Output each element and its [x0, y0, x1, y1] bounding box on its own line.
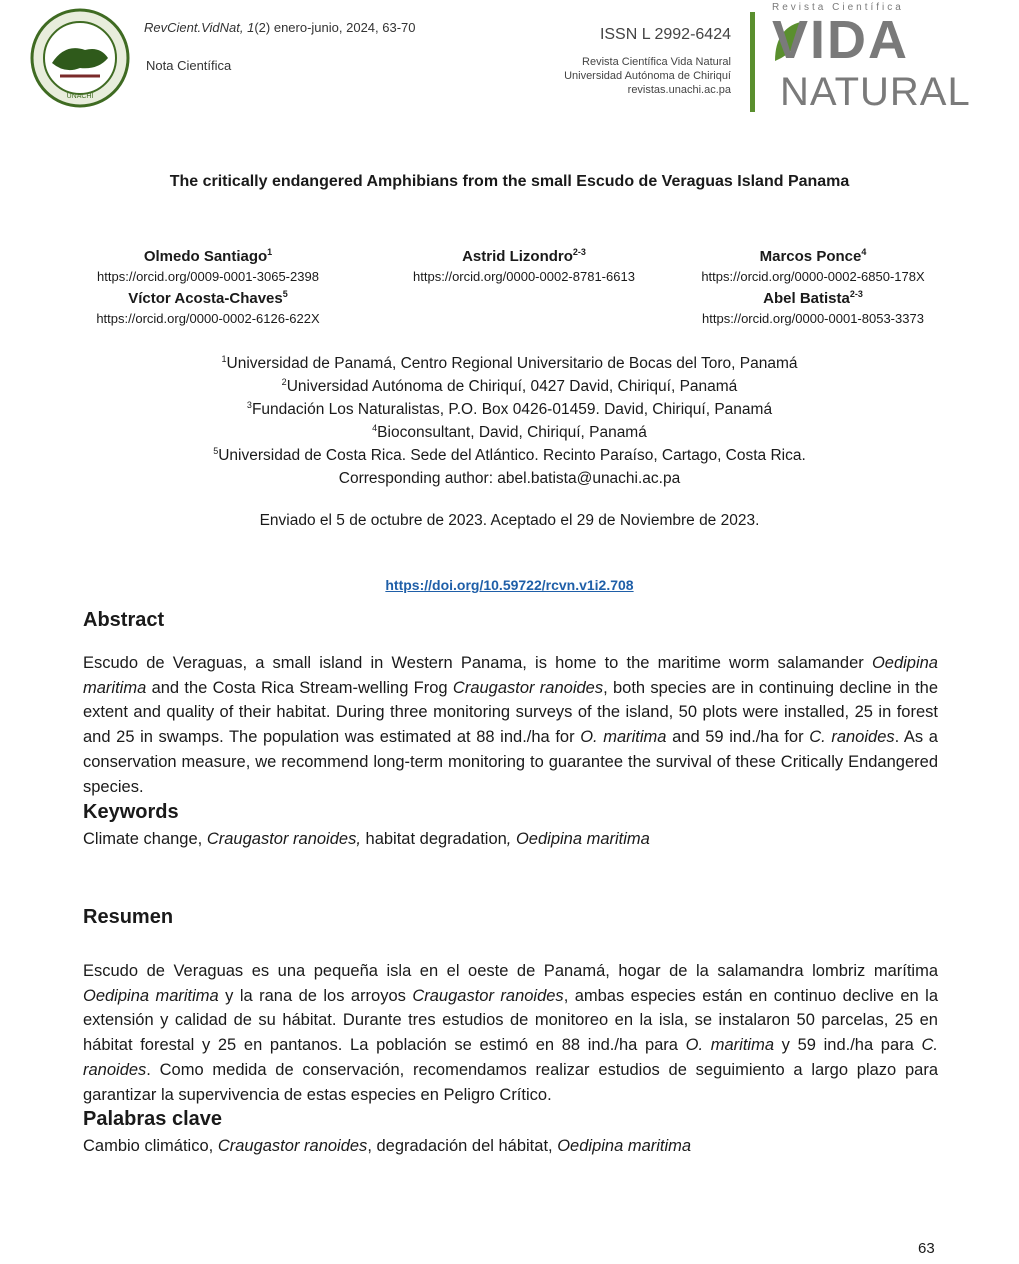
university-name: Universidad Autónoma de Chiriquí — [564, 70, 731, 82]
affiliations — [0, 352, 1019, 490]
orcid-link[interactable]: https://orcid.org/0000-0001-8053-3373 — [702, 311, 924, 326]
orcid-link[interactable]: https://orcid.org/0000-0002-8781-6613 — [413, 269, 635, 284]
corresponding-author: Corresponding author: abel.batista@unachi.ac.pa — [338, 470, 681, 487]
resumen-text: Escudo de Veraguas es una pequeña isla en el oeste de Panamá, hogar de la salamandra lombriz marítima Oedipina maritima y la rana de los arroyos Craugastor ranoides, ambas especies están en continuo declive en la extensión y calidad de su hábitat. Durante tres estudios de monitoreo en la isla, se instalaron 50 parcelas, 25 en hábitat forestal y 25 en pantanos. La población se estimó en 88 ind./ha para O. maritima y 59 ind./ha para C. ranoides. Como medida de conservación, recomendamos realizar estudios de seguimiento a largo plazo para garantizar la supervivencia de estas especies en Peligro Crítico. — [83, 962, 938, 1104]
orcid-link[interactable]: https://orcid.org/0000-0002-6850-178X — [701, 269, 925, 284]
orcid-link[interactable]: https://orcid.org/0000-0002-6126-622X — [96, 311, 320, 326]
logo-divider — [750, 12, 755, 112]
author-1: Olmedo Santiago$^1$ https://orcid.org/0009-0001-3065-2398 — [83, 248, 333, 284]
submission-dates: Enviado el 5 de octubre de 2023. Aceptado el 29 de Noviembre de 2023. — [259, 512, 760, 529]
keywords-text: Climate change, Craugastor ranoides, habitat degradation, Oedipina maritima — [83, 830, 650, 848]
palabras-clave-heading: Palabras clave — [83, 1108, 222, 1130]
abstract-heading: Abstract — [83, 609, 165, 631]
university-seal-logo — [30, 8, 130, 108]
author-3: Marcos Ponce$^4$ https://orcid.org/0000-0002-6850-178X — [680, 248, 946, 284]
publisher-block — [520, 55, 731, 97]
affiliation-1: $^1$Universidad de Panamá, Centro Regional Universitario de Bocas del Toro, Panamá — [221, 353, 798, 372]
affiliation-5: $^5$Universidad de Costa Rica. Sede del Atlántico. Recinto Paraíso, Cartago, Costa Rica. — [213, 445, 806, 464]
issn: ISSN L 2992-6424 — [599, 26, 731, 43]
logo-natural: NATURAL — [780, 70, 971, 114]
page-number: 63 — [918, 1240, 935, 1257]
journal-citation: RevCient.VidNat, 1(2) enero-junio, 2024, 63-70 — [144, 20, 416, 35]
affiliation-4: $^4$Bioconsultant, David, Chiriquí, Panamá — [372, 422, 647, 441]
logo-vida: VIDA — [772, 10, 910, 70]
author-4: Víctor Acosta-Chaves$^5$ https://orcid.org/0000-0002-6126-622X — [83, 290, 333, 326]
orcid-link[interactable]: https://orcid.org/0009-0001-3065-2398 — [97, 269, 319, 284]
affiliation-3: $^3$Fundación Los Naturalistas, P.O. Box 0426-01459. David, Chiriquí, Panamá — [246, 399, 773, 418]
journal-full-name: Revista Científica Vida Natural — [582, 56, 731, 68]
author-2: Astrid Lizondro$^{2-3}$ https://orcid.org/0000-0002-8781-6613 — [385, 248, 663, 284]
author-5: Abel Batista$^{2-3}$ https://orcid.org/0000-0001-8053-3373 — [680, 290, 946, 326]
journal-website[interactable]: revistas.unachi.ac.pa — [627, 84, 731, 96]
keywords-heading: Keywords — [83, 801, 179, 823]
resumen-heading: Resumen — [83, 906, 174, 928]
note-type: Nota Científica — [146, 58, 232, 73]
paper-title: The critically endangered Amphibians from the small Escudo de Veraguas Island Panama — [169, 173, 850, 190]
abstract-text: Escudo de Veraguas, a small island in Western Panama, is home to the maritime worm salamander Oedipina maritima and the Costa Rica Stream-welling Frog Craugastor ranoides, both species are in continuing decline in the extent and quality of their habitat. During three monitoring surveys of the island, 50 plots were installed, 25 in forest and 25 in swamps. The population was estimated at 88 ind./ha for O. maritima and 59 ind./ha for C. ranoides. As a conservation measure, we recommend long-term monitoring to guarantee the survival of these Critically Endangered species. — [83, 654, 939, 796]
svg-text:UNACHI: UNACHI — [66, 93, 94, 100]
logo-tagline: Revista Científica — [772, 2, 904, 13]
affiliation-2: $^2$Universidad Autónoma de Chiriquí, 0427 David, Chiriquí, Panamá — [281, 376, 738, 395]
palabras-clave-text: Cambio climático, Craugastor ranoides, degradación del hábitat, Oedipina maritima — [83, 1137, 692, 1155]
doi-link[interactable]: https://doi.org/10.59722/rcvn.v1i2.708 — [385, 577, 634, 593]
